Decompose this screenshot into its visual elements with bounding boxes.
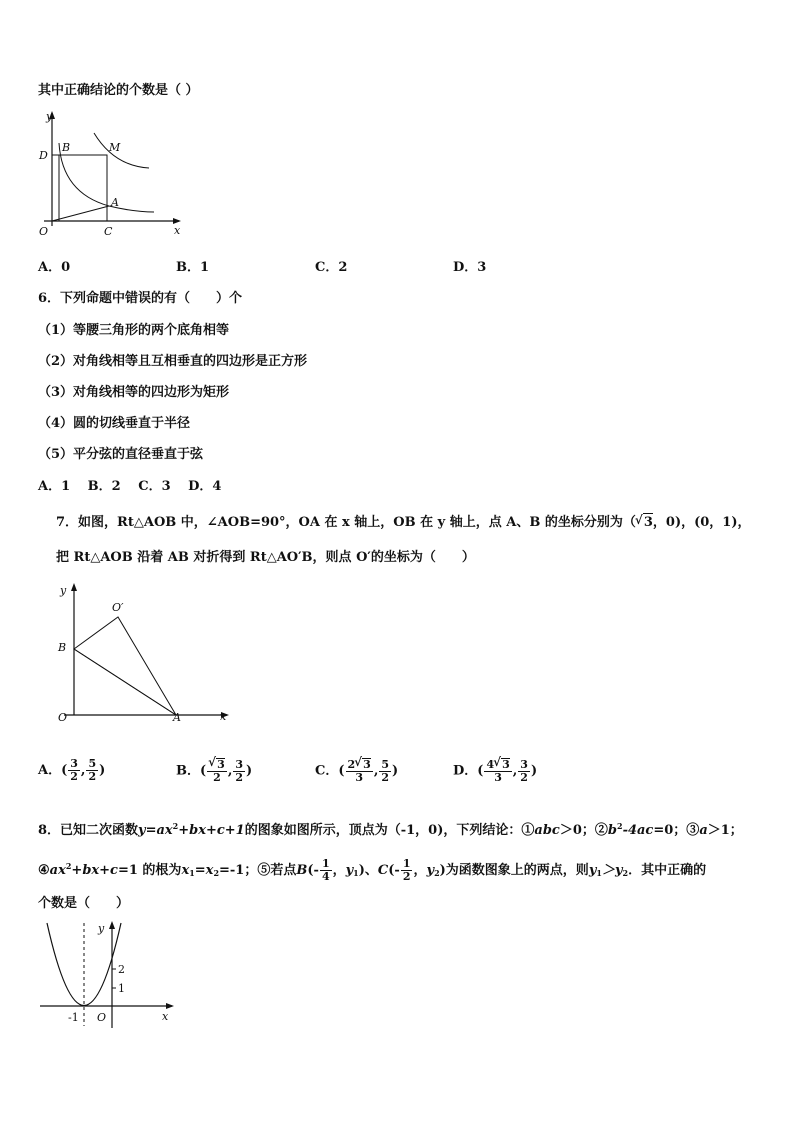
q7-stem-line1 — [56, 513, 751, 532]
q6-item-1: （1）等腰三角形的两个底角相等 — [38, 323, 230, 338]
q7-fig-x-label: x — [220, 710, 227, 723]
q7-fig-y-label: y — [60, 584, 67, 597]
q6-options: A．1 B．2 C．3 D．4 — [38, 479, 222, 494]
q5-fig-o-label: O — [39, 225, 49, 238]
q8-fig-tick-1-label: 1 — [118, 982, 125, 995]
q8-figure — [34, 918, 194, 1038]
q8-fig-y-label: y — [98, 922, 105, 935]
q5-fig-a-label: A — [111, 196, 119, 209]
q5-stem-tail: 其中正确结论的个数是（ ） — [38, 83, 199, 98]
q8-fig-o-label: O — [97, 1011, 107, 1024]
q7-option-c-label: C． — [315, 763, 339, 779]
q7-option-a: A．( $\frac{3}{2}$ , $\frac{5}{2}$ ) — [38, 757, 106, 783]
q5-fig-x-label: x — [174, 224, 181, 237]
q5-fig-y-label: y — [46, 110, 53, 123]
q8-fig-x-label: x — [162, 1010, 169, 1023]
q6-item-5: （5）平分弦的直径垂直于弦 — [38, 447, 204, 462]
q8-line1: 8．已知二次函数$y=ax^2+bx+c+1$的图象如图所示，顶点为（-1，0)，下列结论：①abc＞0；$②b^2-4ac=0$；③a＞1； — [38, 821, 743, 838]
q7-option-d-label: D． — [453, 763, 478, 779]
q5-fig-d-label: D — [39, 149, 48, 162]
q7-stem-part1: 7．如图，Rt△AOB 中，∠AOB=90°，OA 在 x 轴上，OB 在 y 轴上，点 A、B 的坐标分别为（ — [56, 515, 636, 530]
q7-stem-line2: 把 Rt△AOB 沿着 AB 对折得到 Rt△AO′B，则点 O′的坐标为（ ） — [56, 550, 475, 565]
q7-option-b: B．( √ $\frac{3}{2}$ , $\frac{3}{2}$ ) — [176, 758, 252, 784]
q7-option-a-label: A． — [38, 763, 62, 778]
q8-fig-tick-2-label: 2 — [118, 963, 125, 976]
q7-figure — [52, 580, 252, 730]
q8-line3: 个数是（ ） — [38, 896, 130, 911]
q7-option-c: C．( $\frac{2√ 3}{3}$ , $\frac{5}{2}$ ) — [315, 758, 398, 784]
q7-option-d: D．( $\frac{4√ 3}{3}$ , $\frac{3}{2}$ ) — [453, 758, 537, 784]
q5-option-d: D．3 — [453, 260, 487, 275]
q7-fig-a-label: A — [173, 711, 181, 724]
q6-item-2: （2）对角线相等且互相垂直的四边形是正方形 — [38, 354, 308, 369]
q5-fig-b-label: B — [62, 141, 71, 154]
q7-sqrt3: √ 3 — [643, 513, 653, 532]
q8-line2: $④ax^2+bx+c=1$ 的根为$x_1=x_2=-1$；⑤若点B(- $\frac{1}{4}$ ，$y_1$)、C(- $\frac{1}{2}$ ，$y_2$)为函数图象上的两点，则$y_1>y_2$．其中正确的 — [38, 857, 707, 883]
q7-stem-part2: ，0)，(0，1)， — [652, 515, 751, 530]
q7-fig-o-label: O — [58, 711, 68, 724]
q5-figure — [34, 108, 194, 243]
q7-fig-b-label: B — [58, 641, 67, 654]
q7-option-b-label: B． — [176, 763, 200, 779]
q6-item-4: （4）圆的切线垂直于半径 — [38, 416, 191, 431]
q5-option-c: C．2 — [315, 260, 348, 275]
q5-fig-m-label: M — [109, 141, 121, 154]
q5-fig-c-label: C — [104, 225, 113, 238]
q5-option-b: B．1 — [176, 260, 210, 275]
q6-stem: 6．下列命题中错误的有（ ）个 — [38, 291, 243, 306]
q6-item-3: （3）对角线相等的四边形为矩形 — [38, 385, 230, 400]
q5-option-a: A．0 — [38, 260, 71, 275]
q7-fig-oprime-label: O′ — [112, 601, 124, 614]
q8-fig-minus1-label: -1 — [68, 1011, 79, 1024]
